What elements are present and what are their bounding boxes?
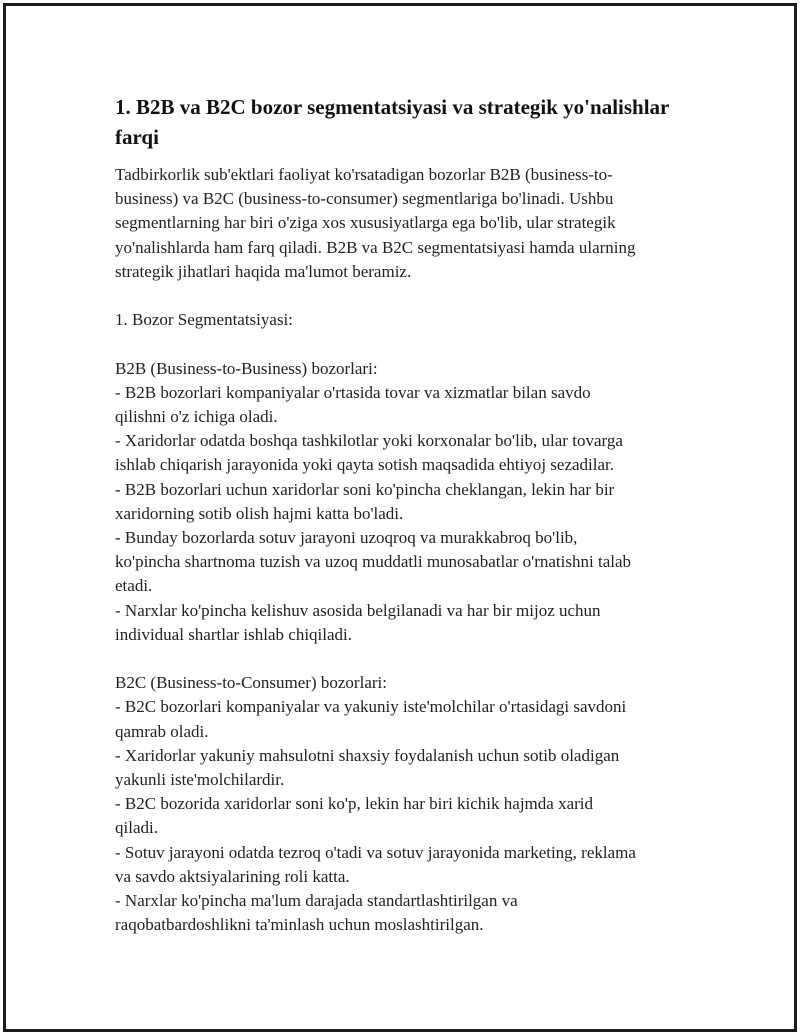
body-line: ishlab chiqarish jarayonida yoki qayta sotish maqsadida ehtiyoj sezadilar.: [115, 455, 615, 475]
body-line: B2B (Business-to-Business) bozorlari:: [115, 358, 378, 378]
body-line: qilishni o'z ichiga oladi.: [115, 407, 278, 426]
blank-line: [115, 332, 695, 356]
blank-line: [115, 647, 695, 671]
body-line: - Bunday bozorlarda sotuv jarayoni uzoqroq va murakkabroq bo'lib,: [115, 528, 578, 548]
body-line: 1. Bozor Segmentatsiyasi:: [115, 310, 294, 330]
body-line: raqobatbardoshlikni ta'minlash uchun moslashtirilgan.: [115, 915, 484, 935]
body-line: - B2C bozorlari kompaniyalar va yakuniy iste'molchilar o'rtasidagi savdoni: [115, 697, 627, 717]
body-line: business) va B2C (business-to-consumer) segmentlariga bo'linadi. Ushbu: [115, 189, 614, 209]
body-line: - B2C bozorida xaridorlar soni ko'p, lekin har biri kichik hajmda xarid: [115, 794, 594, 814]
document-title: [115, 92, 695, 152]
body-line: ko'pincha shartnoma tuzish va uzoq muddatli munosabatlar o'rnatishni talab: [115, 552, 632, 572]
body-line: yo'nalishlarda ham farq qiladi. B2B va B2C segmentatsiyasi hamda ularning: [115, 237, 636, 257]
body-line: - Narxlar ko'pincha ma'lum darajada standartlashtirilgan va: [115, 891, 518, 911]
body-line: segmentlarning har biri o'ziga xos xususiyatlarga ega bo'lib, ular strategik: [115, 213, 616, 233]
title-line: 1. B2B va B2C bozor segmentatsiyasi va strategik yo'nalishlar: [115, 95, 670, 119]
body-line: yakunli iste'molchilardir.: [115, 770, 285, 790]
body-line: va savdo aktsiyalarining roli katta.: [115, 866, 350, 886]
body-line: - Narxlar ko'pincha kelishuv asosida belgilanadi va har bir mijoz uchun: [115, 600, 601, 620]
body-line: individual shartlar ishlab chiqiladi.: [115, 624, 353, 644]
body-line: qamrab oladi.: [115, 721, 209, 741]
body-line: qiladi.: [115, 818, 158, 838]
body-line: Tadbirkorlik sub'ektlari faoliyat ko'rsatadigan bozorlar B2B (business-to-: [115, 165, 613, 184]
document-body: [115, 163, 695, 937]
body-line: - Sotuv jarayoni odatda tezroq o'tadi va sotuv jarayonida marketing, reklama: [115, 842, 636, 862]
body-line: etadi.: [115, 576, 153, 596]
body-line: strategik jihatlari haqida ma'lumot beramiz.: [115, 261, 412, 281]
title-line: farqi: [115, 125, 159, 149]
body-line: B2C (Business-to-Consumer) bozorlari:: [115, 673, 387, 693]
body-line: xaridorning sotib olish hajmi katta bo'ladi.: [115, 503, 404, 523]
body-line: - B2B bozorlari kompaniyalar o'rtasida tovar va xizmatlar bilan savdo: [115, 382, 591, 402]
body-line: - Xaridorlar odatda boshqa tashkilotlar yoki korxonalar bo'lib, ular tovarga: [115, 431, 623, 451]
body-line: - Xaridorlar yakuniy mahsulotni shaxsiy foydalanish uchun sotib oladigan: [115, 745, 620, 765]
body-line: - B2B bozorlari uchun xaridorlar soni ko'pincha cheklangan, lekin har bir: [115, 479, 615, 499]
document-content: [115, 92, 695, 937]
blank-line: [115, 284, 695, 308]
